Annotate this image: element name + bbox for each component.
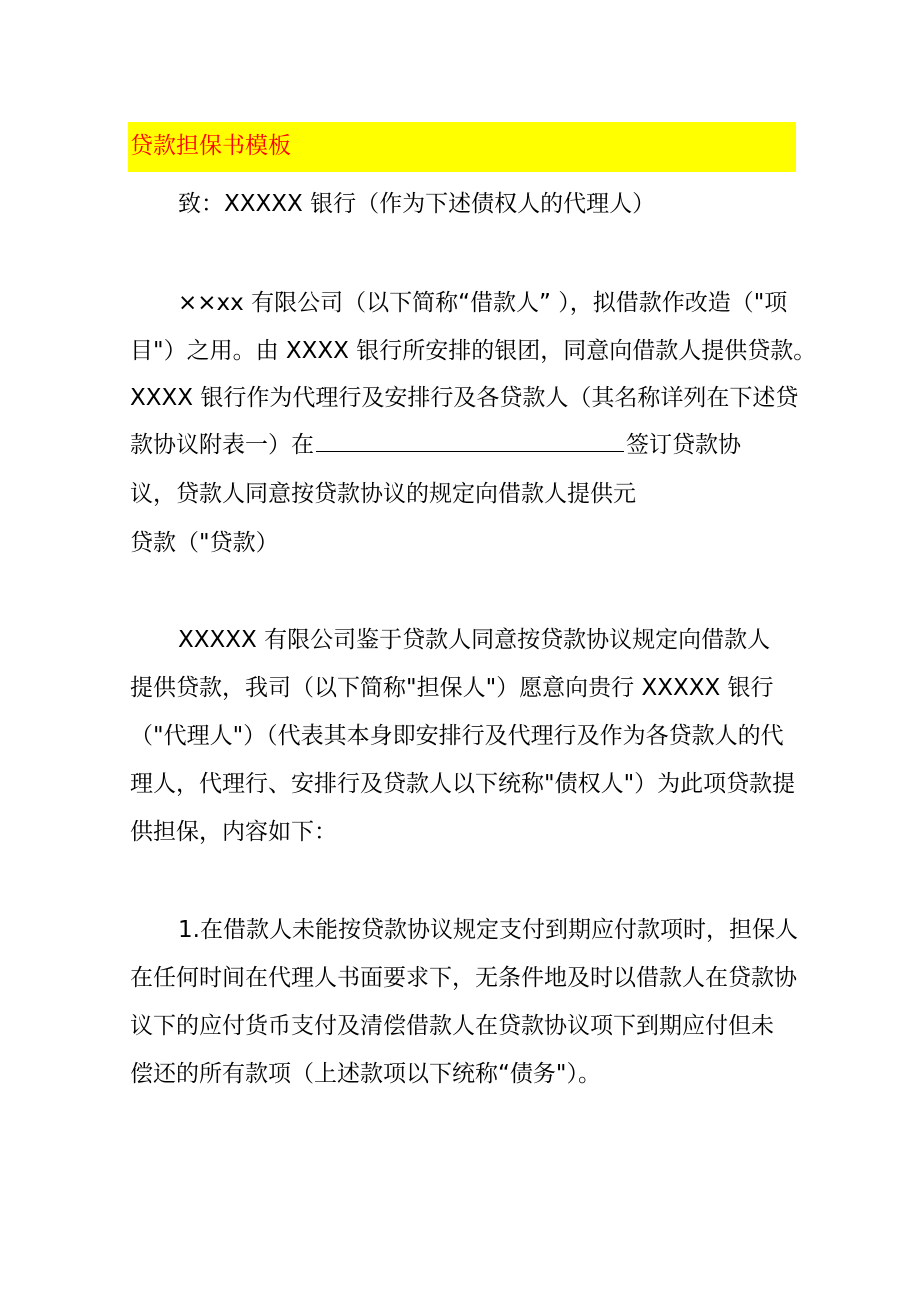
- para1-line4-end: 签订贷款协: [626, 432, 741, 458]
- para3-line1: 1.在借款人未能按贷款协议规定支付到期应付款项时，担保人: [178, 917, 798, 943]
- salutation: 致：XXXXX 银行（作为下述债权人的代理人）: [178, 191, 656, 217]
- document-title: 贷款担保书模板: [130, 133, 291, 159]
- para1-line5: 议，贷款人同意按贷款协议的规定向借款人提供元: [130, 481, 636, 507]
- para3-line3: 议下的应付货币支付及清偿借款人在贷款协议项下到期应付但未: [130, 1013, 774, 1039]
- para2-line3: （"代理人"）（代表其本身即安排行及代理行及作为各贷款人的代: [130, 723, 784, 749]
- para2-line5: 供担保，内容如下：: [130, 819, 337, 845]
- para2-line2: 提供贷款，我司（以下简称"担保人"）愿意向贵行 XXXXX 银行: [130, 675, 774, 701]
- para1-line6: 贷款（"贷款）: [130, 530, 279, 556]
- para2-line1: XXXXX 有限公司鉴于贷款人同意按贷款协议规定向借款人: [178, 627, 771, 653]
- date-blank: [316, 427, 624, 452]
- para3-line2: 在任何时间在代理人书面要求下，无条件地及时以借款人在贷款协: [130, 965, 797, 991]
- para1-line1: ××xx 有限公司（以下简称“借款人” ），拟借款作改造（"项: [178, 290, 788, 316]
- para3-line4: 偿还的所有款项（上述款项以下统称“债务"）。: [130, 1061, 601, 1087]
- para1-line3: XXXX 银行作为代理行及安排行及各贷款人（其名称详列在下述贷: [130, 385, 799, 411]
- title-highlight: [128, 122, 796, 172]
- para2-line4: 理人，代理行、安排行及贷款人以下统称"债权人"）为此项贷款提: [130, 771, 796, 797]
- para1-line2: 目"）之用。由 XXXX 银行所安排的银团，同意向借款人提供贷款。: [130, 338, 817, 364]
- para1-line4: [130, 427, 741, 461]
- para1-line4-start: 款协议附表一）在: [130, 432, 314, 458]
